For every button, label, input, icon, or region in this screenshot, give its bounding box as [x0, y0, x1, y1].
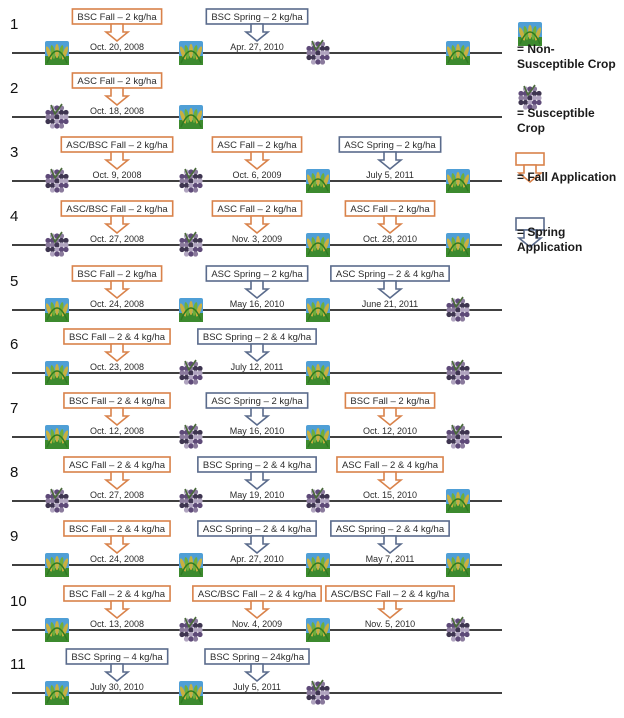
- row-number: 1: [10, 16, 19, 33]
- application-label: BSC Fall – 2 kg/ha: [77, 269, 157, 280]
- application-arrow-icon: [106, 152, 128, 169]
- fall-application: [193, 586, 321, 629]
- non-susceptible-crop-icon: [306, 169, 331, 193]
- field-row: [10, 586, 502, 642]
- row-number: 8: [10, 464, 19, 481]
- application-arrow-icon: [106, 24, 128, 41]
- application-label: BSC Fall – 2 & 4 kg/ha: [68, 332, 166, 343]
- susceptible-crop-icon: [179, 617, 202, 642]
- application-label: ASC Spring – 2 & 4 kg/ha: [335, 269, 445, 280]
- application-label: ASC Fall – 2 & 4 kg/ha: [341, 460, 439, 471]
- non-susceptible-crop-icon: [446, 41, 471, 65]
- application-arrow-icon: [106, 408, 128, 425]
- non-susceptible-crop-icon: [446, 233, 471, 257]
- non-susceptible-crop-icon: [306, 233, 331, 257]
- spring-application: [66, 649, 167, 692]
- row-number: 4: [10, 208, 19, 225]
- non-susceptible-crop-icon: [179, 298, 204, 322]
- application-label: BSC Fall – 2 kg/ha: [77, 12, 157, 23]
- application-label: ASC Spring – 2 & 4 kg/ha: [335, 524, 445, 535]
- application-date: Oct. 12, 2008: [89, 426, 145, 436]
- susceptible-crop-icon: [306, 40, 329, 65]
- spring-application: [206, 266, 307, 309]
- spring-application: [206, 393, 307, 436]
- application-date: May 19, 2010: [229, 490, 285, 500]
- application-label: BSC Fall – 2 & 4 kg/ha: [68, 396, 166, 407]
- application-arrow-icon: [246, 344, 268, 361]
- application-date: Oct. 15, 2010: [362, 490, 418, 500]
- application-arrow-icon: [246, 408, 268, 425]
- field-row: [10, 73, 502, 129]
- application-arrow-icon: [246, 152, 268, 169]
- application-date: Oct. 6, 2009: [232, 170, 282, 180]
- application-label: BSC Spring – 2 & 4 kg/ha: [202, 460, 312, 471]
- susceptible-crop-icon: [446, 617, 469, 642]
- field-row: [10, 457, 502, 513]
- application-arrow-icon: [379, 601, 401, 618]
- spring-application: [198, 457, 316, 500]
- fall-application: [61, 137, 172, 180]
- application-date: Oct. 24, 2008: [89, 299, 145, 309]
- row-number: 10: [10, 593, 27, 610]
- application-date: July 12, 2011: [230, 362, 284, 372]
- application-arrow-icon: [379, 472, 401, 489]
- application-arrow-icon: [379, 281, 401, 298]
- row-number: 7: [10, 400, 19, 417]
- non-susceptible-crop-icon: [306, 425, 331, 449]
- application-arrow-icon: [246, 472, 268, 489]
- application-label: BSC Fall – 2 & 4 kg/ha: [68, 589, 166, 600]
- field-row: [10, 521, 502, 577]
- susceptible-crop-icon: [306, 680, 329, 705]
- fall-application: [64, 521, 170, 564]
- susceptible-crop-icon: [45, 168, 68, 193]
- application-label: ASC Fall – 2 & 4 kg/ha: [68, 460, 166, 471]
- application-arrow-icon: [379, 408, 401, 425]
- application-label: ASC Fall – 2 kg/ha: [77, 76, 157, 87]
- fall-application: [326, 586, 454, 629]
- fall-application: [72, 73, 161, 116]
- fall-application: [345, 393, 434, 436]
- fall-application: [337, 457, 443, 500]
- non-susceptible-crop-icon: [45, 41, 70, 65]
- non-susceptible-crop-icon: [45, 298, 70, 322]
- application-date: Oct. 20, 2008: [89, 42, 145, 52]
- fall-application: [64, 393, 170, 436]
- legend-fall-label: = Fall Application: [517, 170, 617, 184]
- application-label: ASC/BSC Fall – 2 kg/ha: [66, 204, 168, 215]
- application-date: July 5, 2011: [233, 682, 281, 692]
- fall-application: [64, 457, 170, 500]
- application-date: Nov. 5, 2010: [364, 619, 416, 629]
- application-date: June 21, 2011: [361, 299, 419, 309]
- application-label: BSC Fall – 2 kg/ha: [350, 396, 430, 407]
- field-row: [10, 137, 502, 193]
- legend-non-susceptible-icon: [518, 22, 543, 46]
- fall-application: [64, 586, 170, 629]
- susceptible-crop-icon: [446, 297, 469, 322]
- application-arrow-icon: [246, 24, 268, 41]
- application-arrow-icon: [379, 152, 401, 169]
- application-label: ASC Fall – 2 kg/ha: [217, 204, 297, 215]
- fall-application: [72, 9, 161, 52]
- application-date: Oct. 12, 2010: [362, 426, 418, 436]
- non-susceptible-crop-icon: [45, 553, 70, 577]
- non-susceptible-crop-icon: [179, 105, 204, 129]
- application-label: BSC Spring – 2 & 4 kg/ha: [202, 332, 312, 343]
- legend-fall-arrow-icon: [516, 153, 544, 182]
- application-date: July 5, 2011: [366, 170, 414, 180]
- spring-application: [206, 9, 307, 52]
- susceptible-crop-icon: [446, 424, 469, 449]
- fall-application: [212, 137, 301, 180]
- application-arrow-icon: [246, 664, 268, 681]
- non-susceptible-crop-icon: [45, 361, 70, 385]
- row-number: 5: [10, 273, 19, 290]
- non-susceptible-crop-icon: [306, 361, 331, 385]
- application-date: Oct. 24, 2008: [89, 554, 145, 564]
- row-number: 3: [10, 144, 19, 161]
- application-date: Nov. 3, 2009: [231, 234, 283, 244]
- application-arrow-icon: [106, 281, 128, 298]
- susceptible-crop-icon: [45, 104, 68, 129]
- legend-spring-label: = Spring Application: [517, 225, 583, 254]
- field-row: [10, 649, 502, 705]
- row-number: 6: [10, 336, 19, 353]
- application-date: May 7, 2011: [365, 554, 415, 564]
- application-date: Oct. 28, 2010: [362, 234, 418, 244]
- non-susceptible-crop-icon: [179, 681, 204, 705]
- susceptible-crop-icon: [179, 360, 202, 385]
- application-arrow-icon: [246, 536, 268, 553]
- legend-icons: [516, 22, 544, 247]
- susceptible-crop-icon: [306, 488, 329, 513]
- fall-application: [72, 266, 161, 309]
- application-label: ASC Fall – 2 kg/ha: [217, 140, 297, 151]
- field-row: [10, 9, 502, 65]
- non-susceptible-crop-icon: [45, 425, 70, 449]
- application-date: Apr. 27, 2010: [230, 554, 284, 564]
- application-arrow-icon: [106, 664, 128, 681]
- spring-application: [205, 649, 309, 692]
- application-label: ASC/BSC Fall – 2 & 4 kg/ha: [197, 589, 317, 600]
- application-label: ASC Spring – 2 & 4 kg/ha: [202, 524, 312, 535]
- application-arrow-icon: [106, 536, 128, 553]
- field-row: [10, 393, 502, 449]
- application-date: Apr. 27, 2010: [230, 42, 284, 52]
- spring-application: [331, 266, 449, 309]
- legend-susceptible-icon: [518, 85, 541, 110]
- application-date: May 16, 2010: [229, 299, 285, 309]
- application-date: Oct. 23, 2008: [89, 362, 145, 372]
- application-date: Oct. 18, 2008: [89, 106, 145, 116]
- susceptible-crop-icon: [446, 360, 469, 385]
- non-susceptible-crop-icon: [45, 618, 70, 642]
- application-label: BSC Spring – 24kg/ha: [209, 652, 305, 663]
- fall-application: [61, 201, 172, 244]
- application-label: ASC Spring – 2 kg/ha: [211, 396, 303, 407]
- application-date: July 30, 2010: [90, 682, 144, 692]
- legend-susceptible-label: = Susceptible Crop: [517, 106, 595, 135]
- row-number: 2: [10, 80, 19, 97]
- row-number: 11: [10, 656, 26, 673]
- application-date: Oct. 9, 2008: [92, 170, 142, 180]
- application-label: BSC Spring – 4 kg/ha: [71, 652, 163, 663]
- spring-application: [198, 521, 316, 564]
- application-date: Oct. 27, 2008: [89, 234, 145, 244]
- legend-spring-arrow-icon: [516, 218, 544, 247]
- application-label: ASC/BSC Fall – 2 & 4 kg/ha: [330, 589, 450, 600]
- fall-application: [345, 201, 434, 244]
- application-label: ASC Spring – 2 kg/ha: [211, 269, 303, 280]
- spring-application: [331, 521, 449, 564]
- row-number: 9: [10, 528, 19, 545]
- application-label: ASC/BSC Fall – 2 kg/ha: [66, 140, 168, 151]
- application-arrow-icon: [379, 216, 401, 233]
- spring-application: [339, 137, 440, 180]
- non-susceptible-crop-icon: [306, 298, 331, 322]
- application-date: Oct. 27, 2008: [89, 490, 145, 500]
- non-susceptible-crop-icon: [179, 553, 204, 577]
- non-susceptible-crop-icon: [306, 618, 331, 642]
- application-arrow-icon: [106, 344, 128, 361]
- field-row: [10, 329, 502, 385]
- application-label: BSC Fall – 2 & 4 kg/ha: [68, 524, 166, 535]
- application-date: Nov. 4, 2009: [231, 619, 283, 629]
- spring-application: [198, 329, 316, 372]
- application-arrow-icon: [106, 216, 128, 233]
- susceptible-crop-icon: [179, 168, 202, 193]
- susceptible-crop-icon: [179, 488, 202, 513]
- application-arrow-icon: [106, 88, 128, 105]
- application-label: ASC Fall – 2 kg/ha: [350, 204, 430, 215]
- non-susceptible-crop-icon: [45, 681, 70, 705]
- application-arrow-icon: [379, 536, 401, 553]
- susceptible-crop-icon: [179, 424, 202, 449]
- application-arrow-icon: [246, 601, 268, 618]
- non-susceptible-crop-icon: [446, 169, 471, 193]
- fall-application: [64, 329, 170, 372]
- application-arrow-icon: [106, 472, 128, 489]
- susceptible-crop-icon: [45, 488, 68, 513]
- application-date: Oct. 13, 2008: [89, 619, 145, 629]
- application-label: BSC Spring – 2 kg/ha: [211, 12, 303, 23]
- fall-application: [212, 201, 301, 244]
- application-arrow-icon: [246, 281, 268, 298]
- susceptible-crop-icon: [45, 232, 68, 257]
- field-row: [10, 201, 502, 257]
- application-arrow-icon: [246, 216, 268, 233]
- application-date: May 16, 2010: [229, 426, 285, 436]
- non-susceptible-crop-icon: [306, 553, 331, 577]
- susceptible-crop-icon: [179, 232, 202, 257]
- non-susceptible-crop-icon: [446, 489, 471, 513]
- non-susceptible-crop-icon: [446, 553, 471, 577]
- application-label: ASC Spring – 2 kg/ha: [344, 140, 436, 151]
- field-row: [10, 266, 502, 322]
- application-arrow-icon: [106, 601, 128, 618]
- legend-non-susceptible-label: = Non-Susceptible Crop: [517, 42, 616, 71]
- non-susceptible-crop-icon: [179, 41, 204, 65]
